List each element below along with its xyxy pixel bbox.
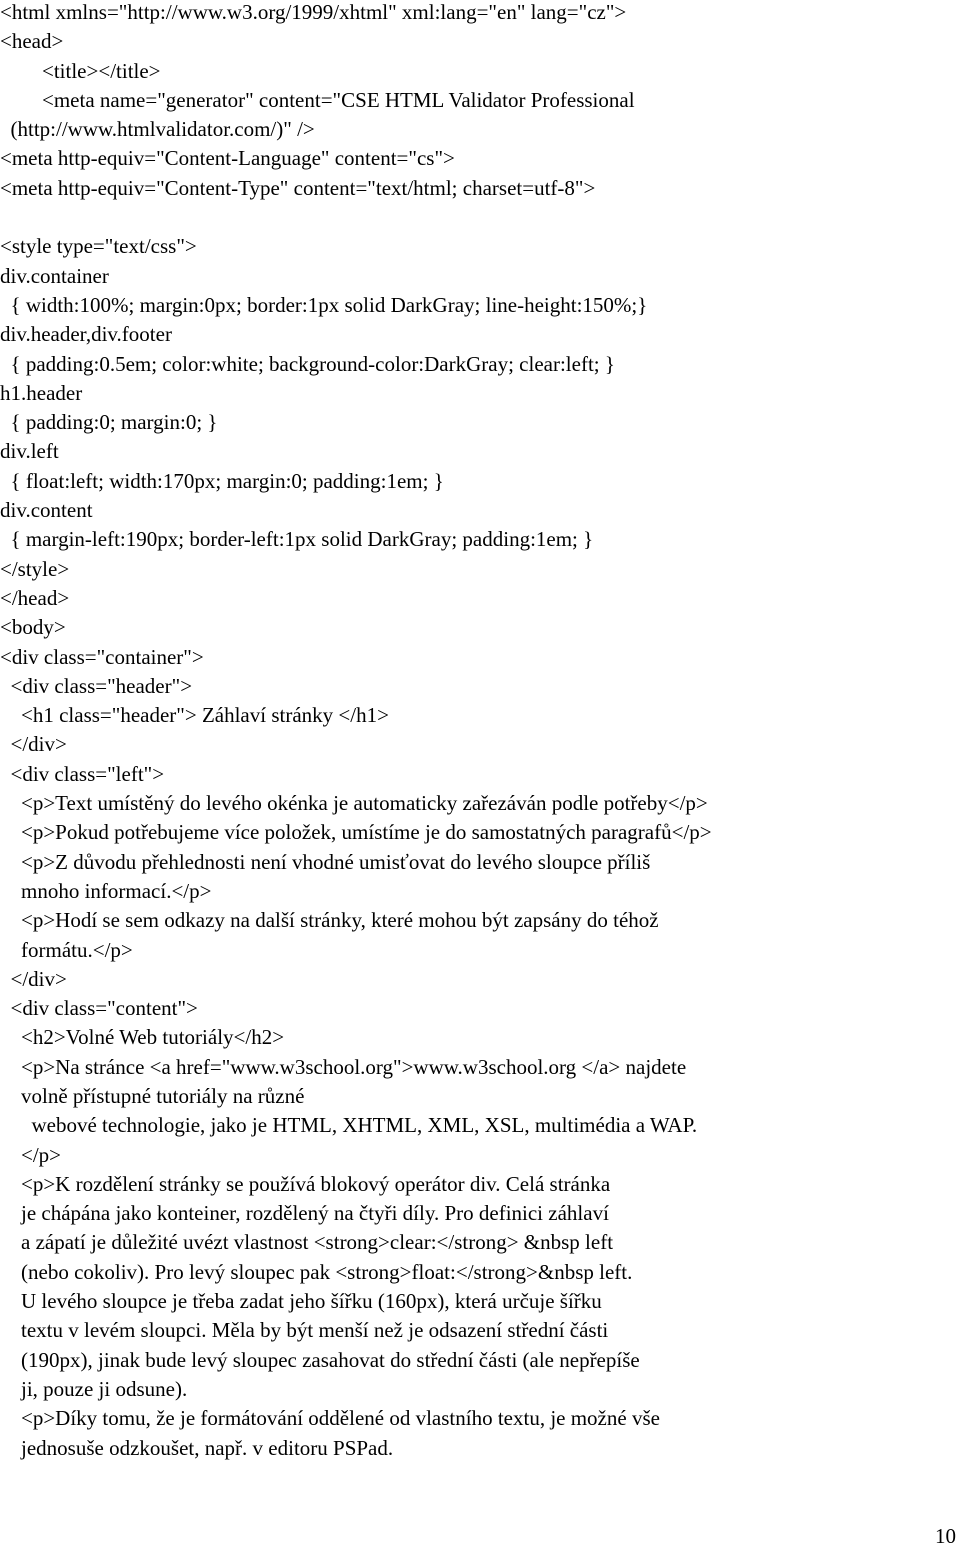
- code-line: (190px), jinak bude levý sloupec zasahovat do střední části (ale nepřepíše: [0, 1347, 640, 1372]
- code-line: <p>Z důvodu přehlednosti není vhodné umisťovat do levého sloupce příliš: [0, 849, 651, 874]
- code-line: <head>: [0, 29, 64, 54]
- code-line: </div>: [0, 966, 67, 991]
- code-line: div.left: [0, 439, 59, 464]
- code-line: ji, pouze ji odsune).: [0, 1376, 188, 1401]
- code-line: <body>: [0, 615, 66, 640]
- blank-line: [0, 203, 960, 232]
- code-line: textu v levém sloupci. Měla by být menší než je odsazení střední části: [0, 1318, 609, 1343]
- code-line: div.header,div.footer: [0, 322, 172, 347]
- page-number: 10: [935, 1524, 956, 1548]
- code-line: <p>Na stránce <a href="www.w3school.org">www.w3school.org </a> najdete: [0, 1054, 687, 1079]
- code-line: { margin-left:190px; border-left:1px solid DarkGray; padding:1em; }: [0, 527, 594, 552]
- code-line: a zápatí je důležité uvézt vlastnost <strong>clear:</strong> &nbsp left: [0, 1230, 614, 1255]
- code-line: mnoho informací.</p>: [0, 878, 212, 903]
- code-line: (http://www.htmlvalidator.com/)" />: [0, 117, 315, 142]
- code-line: <p>Hodí se sem odkazy na další stránky, které mohou být zapsány do téhož: [0, 908, 659, 933]
- code-line: </div>: [0, 732, 67, 757]
- code-line: div.container: [0, 263, 109, 288]
- code-line: <p>Pokud potřebujeme více položek, umístíme je do samostatných paragrafů</p>: [0, 820, 712, 845]
- code-line: </style>: [0, 556, 70, 581]
- code-line: U levého sloupce je třeba zadat jeho šířku (160px), která určuje šířku: [0, 1289, 602, 1314]
- code-line: </head>: [0, 585, 70, 610]
- code-line: <div class="container">: [0, 644, 204, 669]
- code-line: </p>: [0, 1142, 62, 1167]
- code-line: <p>Text umístěný do levého okénka je automaticky zařezáván podle potřeby</p>: [0, 791, 708, 816]
- code-line: { float:left; width:170px; margin:0; padding:1em; }: [0, 468, 444, 493]
- code-line: <h1 class="header"> Záhlaví stránky </h1>: [0, 703, 389, 728]
- code-line: volně přístupné tutoriály na různé: [0, 1083, 305, 1108]
- code-line: formátu.</p>: [0, 937, 133, 962]
- code-line: <div class="content">: [0, 996, 198, 1021]
- code-line: { padding:0; margin:0; }: [0, 410, 218, 435]
- code-line: h1.header: [0, 380, 83, 405]
- code-line: webové technologie, jako je HTML, XHTML, XML, XSL, multimédia a WAP.: [0, 1113, 698, 1138]
- code-line: div.content: [0, 498, 93, 523]
- code-line: <p>K rozdělení stránky se používá blokový operátor div. Celá stránka: [0, 1171, 611, 1196]
- code-line: <title></title>: [0, 58, 161, 83]
- code-line: <html xmlns="http://www.w3.org/1999/xhtml" xml:lang="en" lang="cz">: [0, 0, 627, 24]
- code-line: <h2>Volné Web tutoriály</h2>: [0, 1025, 285, 1050]
- code-line: jednosuše odzkoušet, např. v editoru PSPad.: [0, 1435, 394, 1460]
- code-line: <style type="text/css">: [0, 234, 197, 259]
- code-line: <div class="header">: [0, 673, 193, 698]
- code-line: je chápána jako konteiner, rozdělený na čtyři díly. Pro definici záhlaví: [0, 1201, 609, 1226]
- code-line: { padding:0.5em; color:white; background-color:DarkGray; clear:left; }: [0, 351, 615, 376]
- code-line: (nebo cokoliv). Pro levý sloupec pak <strong>float:</strong>&nbsp left.: [0, 1259, 633, 1284]
- code-line: <div class="left">: [0, 761, 165, 786]
- code-line: <meta http-equiv="Content-Type" content="text/html; charset=utf-8">: [0, 175, 596, 200]
- code-line: { width:100%; margin:0px; border:1px solid DarkGray; line-height:150%;}: [0, 292, 648, 317]
- code-line: <p>Díky tomu, že je formátování oddělené od vlastního textu, je možné vše: [0, 1406, 660, 1431]
- code-line: <meta http-equiv="Content-Language" content="cs">: [0, 146, 455, 171]
- code-line: <meta name="generator" content="CSE HTML Validator Professional: [0, 87, 635, 112]
